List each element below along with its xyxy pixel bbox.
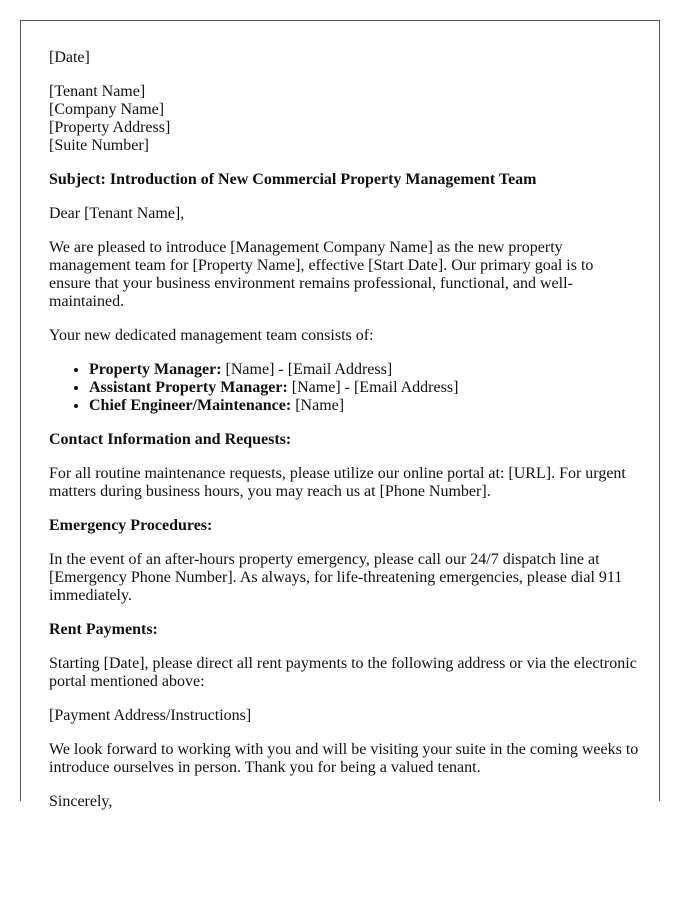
emergency-heading: Emergency Procedures: bbox=[49, 517, 213, 534]
team-role: Chief Engineer/Maintenance: bbox=[89, 397, 292, 414]
letter-signoff: Sincerely, bbox=[49, 793, 113, 810]
payment-address: [Payment Address/Instructions] bbox=[49, 707, 252, 724]
closing-paragraph: We look forward to working with you and will be visiting your suite in the coming weeks to introduce ourselves in person. Thank you for being a valued tenant. bbox=[49, 741, 639, 776]
team-list-item bbox=[89, 361, 639, 379]
team-list-item bbox=[89, 379, 639, 397]
rent-heading: Rent Payments: bbox=[49, 621, 158, 638]
letter-date: [Date] bbox=[49, 49, 90, 66]
team-detail: [Name] - [Email Address] bbox=[221, 361, 393, 378]
contact-heading: Contact Information and Requests: bbox=[49, 431, 292, 448]
contact-paragraph: For all routine maintenance requests, please utilize our online portal at: [URL]. For urgent matters during business hours, you may reach us at [Phone Number]. bbox=[49, 465, 626, 500]
team-role: Assistant Property Manager: bbox=[89, 379, 288, 396]
team-list-item bbox=[89, 397, 639, 415]
rent-paragraph: Starting [Date], please direct all rent payments to the following address or via the electronic portal mentioned above: bbox=[49, 655, 637, 690]
recipient-address-block bbox=[49, 83, 639, 155]
team-intro: Your new dedicated management team consists of: bbox=[49, 327, 374, 344]
team-detail: [Name] bbox=[291, 397, 345, 414]
team-list bbox=[49, 361, 639, 415]
intro-paragraph: We are pleased to introduce [Management Company Name] as the new property management team for [Property Name], effective [Start Date]. Our primary goal is to ensure that your business environment remains professional, functional, and well-maintained. bbox=[49, 239, 594, 310]
letter-content bbox=[49, 49, 639, 827]
letter-subject: Subject: Introduction of New Commercial Property Management Team bbox=[49, 171, 537, 188]
team-detail: [Name] - [Email Address] bbox=[287, 379, 459, 396]
letter-salutation: Dear [Tenant Name], bbox=[49, 205, 185, 222]
recipient-property-address: [Property Address] bbox=[49, 119, 171, 136]
team-role: Property Manager: bbox=[89, 361, 222, 378]
emergency-paragraph: In the event of an after-hours property emergency, please call our 24/7 dispatch line at [Emergency Phone Number]. As always, for life-threatening emergencies, please dial 911 immediately. bbox=[49, 551, 623, 604]
recipient-tenant-name: [Tenant Name] bbox=[49, 83, 146, 100]
recipient-company-name: [Company Name] bbox=[49, 101, 165, 118]
recipient-suite-number: [Suite Number] bbox=[49, 137, 149, 154]
letter-page bbox=[20, 20, 660, 810]
